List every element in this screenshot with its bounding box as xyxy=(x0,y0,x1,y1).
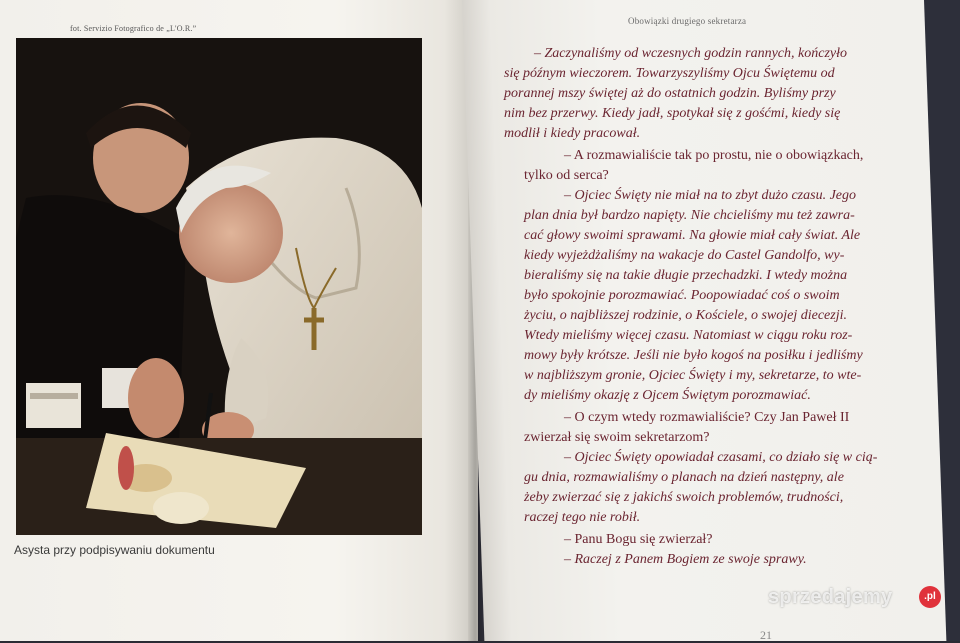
paragraph xyxy=(504,44,904,144)
text-line: – O czym wtedy rozmawialiście? Czy Jan Paweł II xyxy=(564,410,850,425)
text-line: w najbliższym gronie, Ojciec Święty i my, sekretarze, to wte- xyxy=(524,368,862,383)
text-line: Wtedy mieliśmy więcej czasu. Natomiast w ciągu roku roz- xyxy=(524,328,853,343)
paragraph xyxy=(504,448,904,528)
body-text xyxy=(504,44,904,570)
text-line: kiedy wyjeżdżaliśmy na wakacje do Castel Gandolfo, wy- xyxy=(524,248,845,263)
text-line: raczej tego nie robił. xyxy=(524,510,641,525)
text-line: – Ojciec Święty opowiadał czasami, co działo się w cią- xyxy=(564,450,878,465)
text-line: zwierzał się swoim sekretarzom? xyxy=(524,430,710,445)
text-line: modlił i kiedy pracował. xyxy=(504,126,641,141)
page-number: 21 xyxy=(760,628,772,642)
text-line: cać głowy swoimi sprawami. Na głowie miał cały świat. Ale xyxy=(524,228,861,243)
text-line: plan dnia był bardzo napięty. Nie chcieliśmy mu też zawra- xyxy=(524,208,855,223)
text-line: nim bez przerwy. Kiedy jadł, spotykał się z gośćmi, kiedy się xyxy=(504,106,841,121)
photo-caption: Asysta przy podpisywaniu dokumentu xyxy=(14,543,215,557)
running-head: Obowiązki drugiego sekretarza xyxy=(628,16,747,26)
paragraph xyxy=(504,408,904,448)
text-line: – Ojciec Święty nie miał na to zbyt dużo czasu. Jego xyxy=(564,188,856,203)
photo-illustration xyxy=(16,38,422,535)
text-line: – A rozmawialiście tak po prostu, nie o obowiązkach, xyxy=(564,148,864,163)
text-line: tylko od serca? xyxy=(524,168,609,183)
paragraph xyxy=(504,550,904,570)
text-line: bieraliśmy się na takie długie przechadzki. I wtedy można xyxy=(524,268,848,283)
text-line: gu dnia, rozmawialiśmy o planach na dzień następny, ale xyxy=(524,470,844,485)
text-line: dy mieliśmy okazję z Ojcem Świętym porozmawiać. xyxy=(524,388,811,403)
text-line: żeby zwierzać się z jakichś swoich problemów, trudności, xyxy=(524,490,844,505)
photo-credit: fot. Servizio Fotografico de „L'O.R.” xyxy=(70,24,197,33)
text-line: – Panu Bogu się zwierzał? xyxy=(564,532,713,547)
text-line: porannej mszy świętej aż do ostatnich godzin. Byliśmy przy xyxy=(504,86,836,101)
text-line: się późnym wieczorem. Towarzyszyliśmy Ojcu Świętemu od xyxy=(504,66,835,81)
watermark-text: sprzedajemy xyxy=(768,586,893,608)
photo-pope-signing-document xyxy=(16,38,422,535)
paragraph xyxy=(504,186,904,406)
watermark-badge: .pl xyxy=(919,586,941,608)
paragraph xyxy=(504,146,904,186)
text-line: – Zaczynaliśmy od wczesnych godzin rannych, kończyło xyxy=(534,46,847,61)
text-line: było spokojnie porozmawiać. Poopowiadać coś o swoim xyxy=(524,288,840,303)
text-line: życiu, o najbliższej rodzinie, o Kościele, o swojej diecezji. xyxy=(524,308,847,323)
paragraph xyxy=(504,530,904,550)
text-line: mowy były krótsze. Jeśli nie było kogoś na posiłku i jedliśmy xyxy=(524,348,863,363)
text-line: – Raczej z Panem Bogiem ze swoje sprawy. xyxy=(564,552,807,567)
